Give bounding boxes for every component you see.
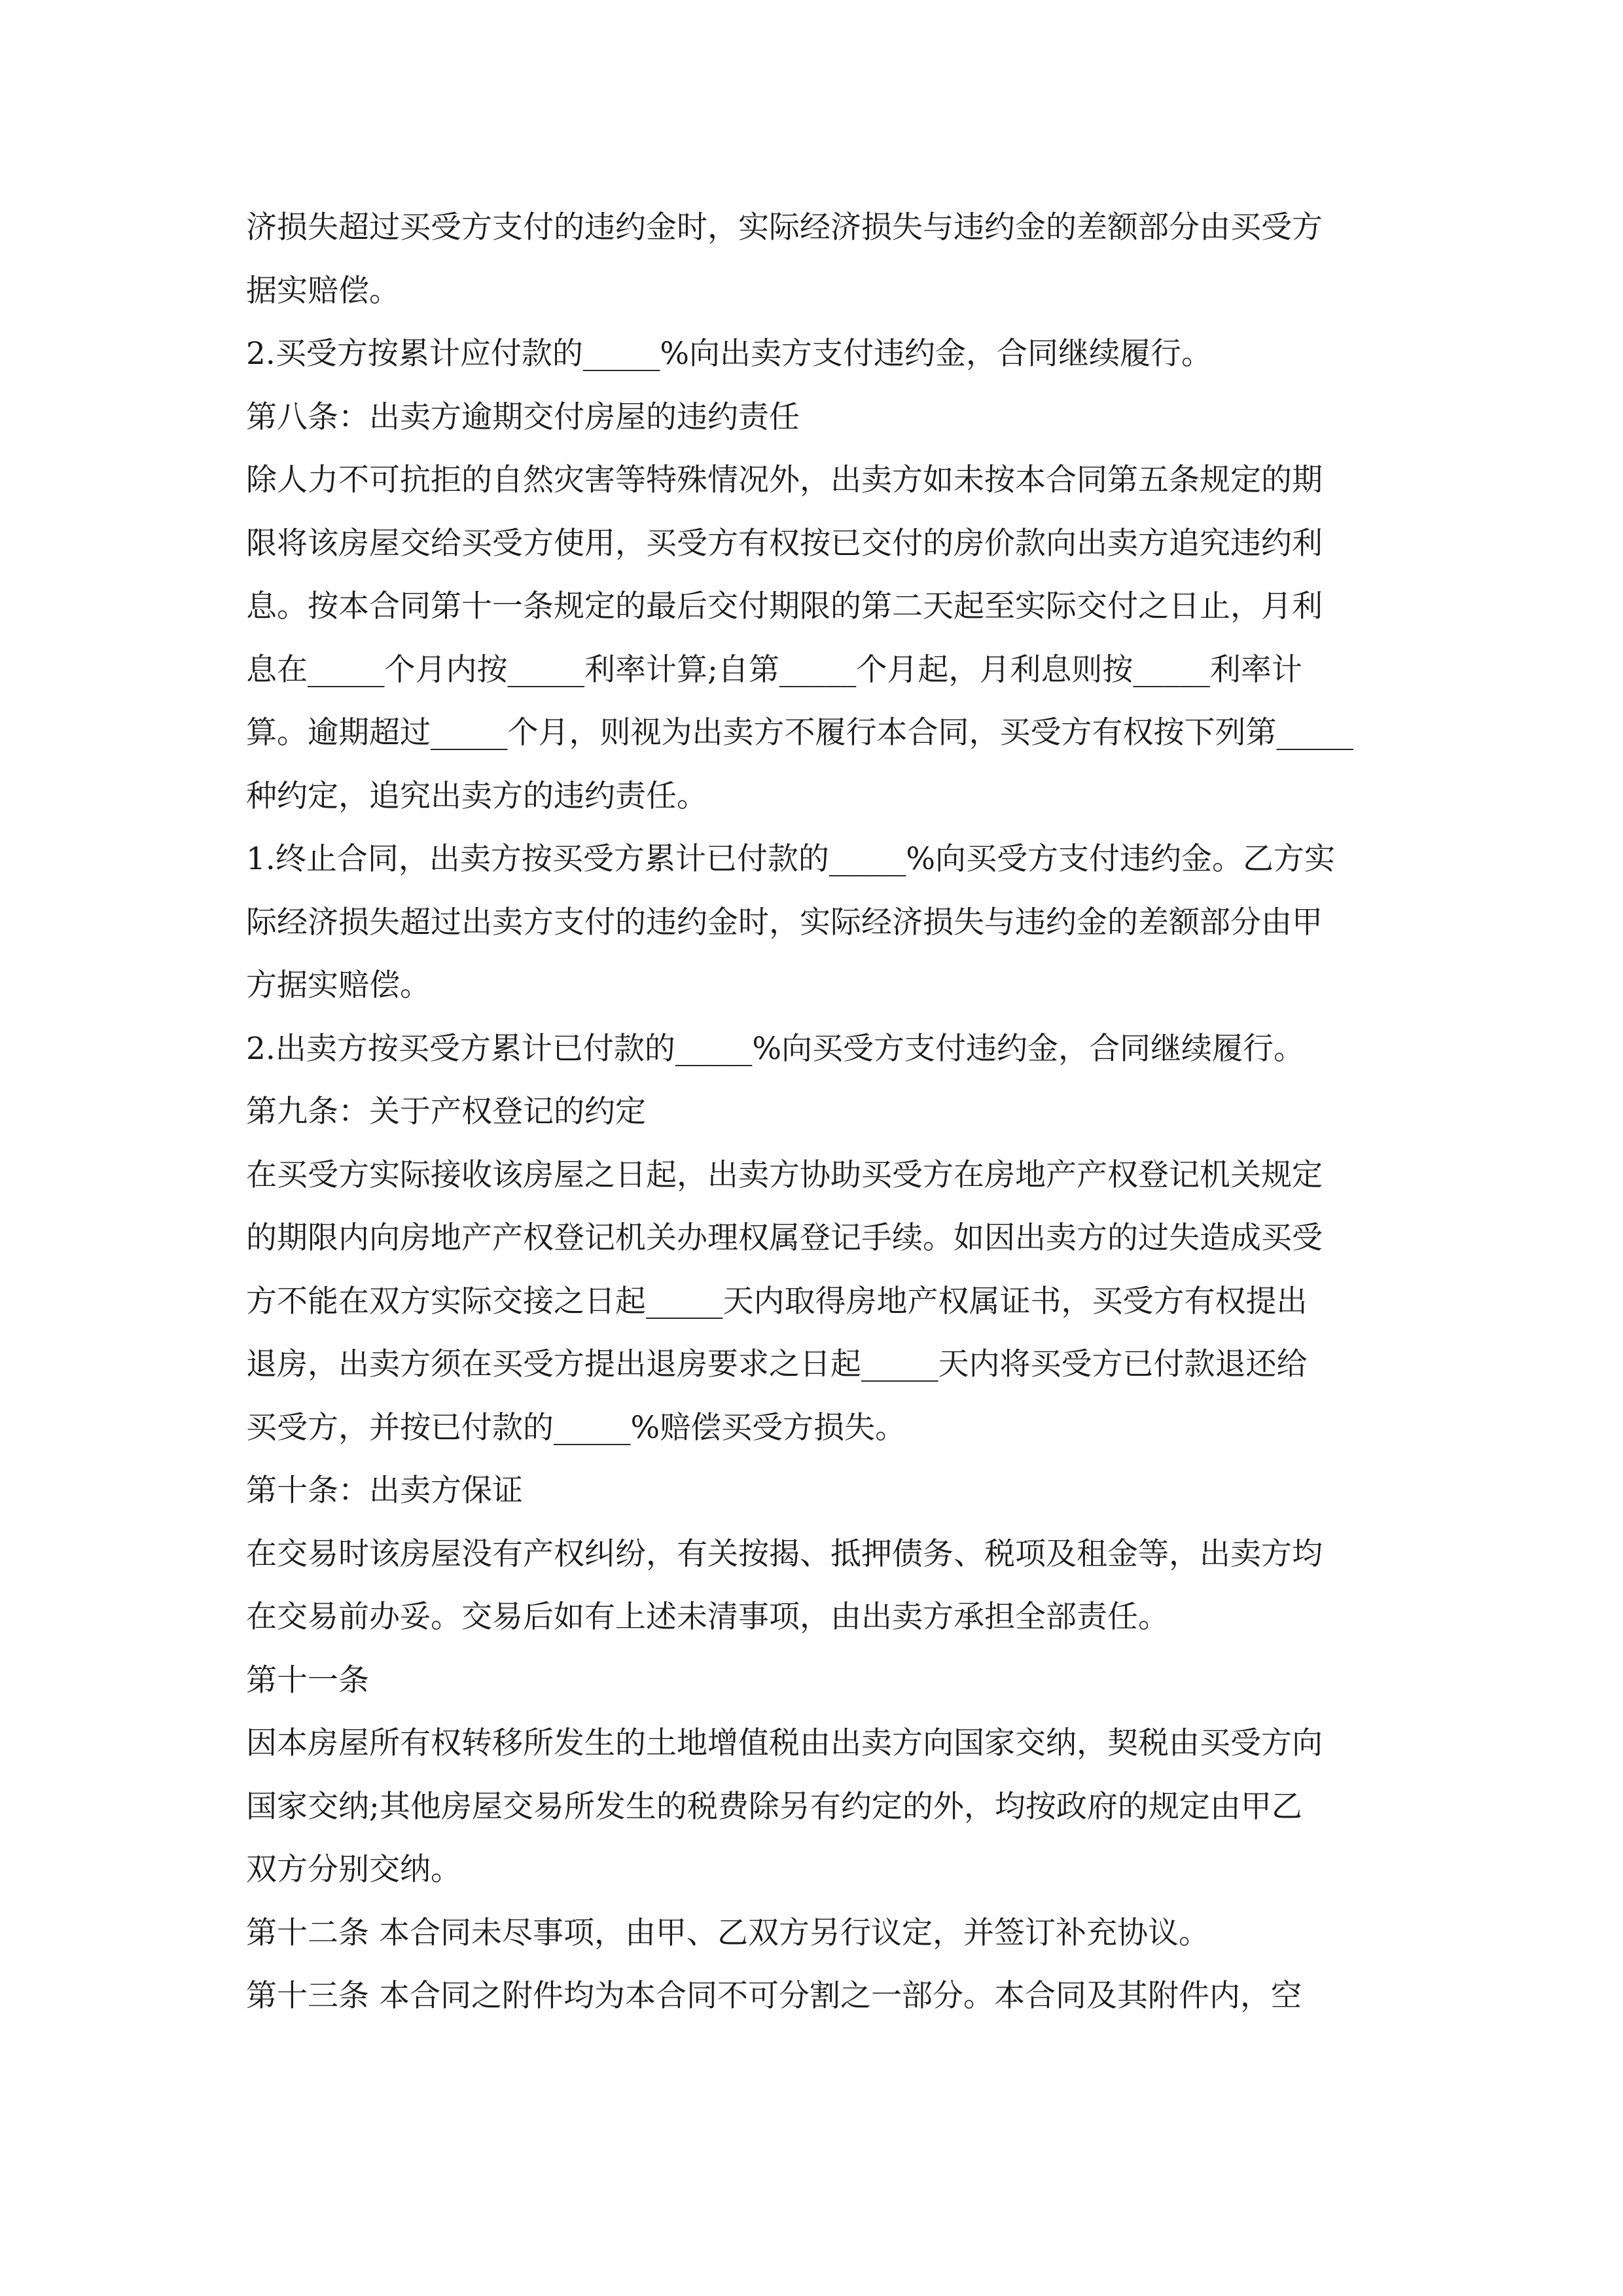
text-line: 据实赔偿。 <box>246 272 400 309</box>
section-heading: 第十二条 本合同未尽事项，由甲、乙双方另行议定，并签订补充协议。 <box>246 1914 1209 1951</box>
text-line: 买受方，并按已付款的_____%赔偿买受方损失。 <box>246 1409 906 1446</box>
section-heading: 第十条：出卖方保证 <box>246 1473 523 1509</box>
section-heading: 第九条：关于产权登记的约定 <box>246 1094 646 1130</box>
text-line: 1.终止合同，出卖方按买受方累计已付款的_____%向买受方支付违约金。乙方实 <box>246 841 1335 877</box>
text-line: 限将该房屋交给买受方使用，买受方有权按已交付的房价款向出卖方追究违约利 <box>246 525 1323 562</box>
text-line: 国家交纳;其他房屋交易所发生的税费除另有约定的外，均按政府的规定由甲乙 <box>246 1788 1302 1825</box>
text-line: 际经济损失超过出卖方支付的违约金时，实际经济损失与违约金的差额部分由甲 <box>246 904 1323 941</box>
text-line: 2.出卖方按买受方累计已付款的_____%向买受方支付违约金，合同继续履行。 <box>246 1030 1305 1067</box>
text-line: 算。逾期超过_____个月，则视为出卖方不履行本合同，买受方有权按下列第_____ <box>246 715 1353 751</box>
text-line: 方不能在双方实际交接之日起_____天内取得房地产权属证书，买受方有权提出 <box>246 1283 1308 1319</box>
text-line: 的期限内向房地产产权登记机关办理权属登记手续。如因出卖方的过失造成买受 <box>246 1220 1323 1256</box>
text-line: 2.买受方按累计应付款的_____%向出卖方支付违约金，合同继续履行。 <box>246 336 1213 372</box>
document-body <box>246 196 1378 2028</box>
text-line: 除人力不可抗拒的自然灾害等特殊情况外，出卖方如未按本合同第五条规定的期 <box>246 462 1323 498</box>
text-line: 息在_____个月内按_____利率计算;自第_____个月起，月利息则按_____利率计 <box>246 651 1302 688</box>
text-line: 在买受方实际接收该房屋之日起，出卖方协助买受方在房地产产权登记机关规定 <box>246 1157 1323 1193</box>
text-line: 济损失超过买受方支付的违约金时，实际经济损失与违约金的差额部分由买受方 <box>246 209 1323 245</box>
text-line: 双方分别交纳。 <box>246 1852 461 1888</box>
section-heading: 第十一条 <box>246 1662 369 1698</box>
text-line: 因本房屋所有权转移所发生的土地增值税由出卖方向国家交纳，契税由买受方向 <box>246 1725 1323 1761</box>
section-heading: 第十三条 本合同之附件均为本合同不可分割之一部分。本合同及其附件内，空 <box>246 1978 1302 2014</box>
text-line: 在交易时该房屋没有产权纠纷，有关按揭、抵押债务、税项及租金等，出卖方均 <box>246 1535 1323 1572</box>
text-line: 方据实赔偿。 <box>246 967 431 1003</box>
text-line: 息。按本合同第十一条规定的最后交付期限的第二天起至实际交付之日止，月利 <box>246 588 1323 624</box>
text-line: 种约定，追究出卖方的违约责任。 <box>246 778 707 814</box>
section-heading: 第八条：出卖方逾期交付房屋的违约责任 <box>246 399 800 435</box>
text-line: 退房，出卖方须在买受方提出退房要求之日起_____天内将买受方已付款退还给 <box>246 1346 1308 1382</box>
text-line: 在交易前办妥。交易后如有上述未清事项，由出卖方承担全部责任。 <box>246 1599 1169 1635</box>
